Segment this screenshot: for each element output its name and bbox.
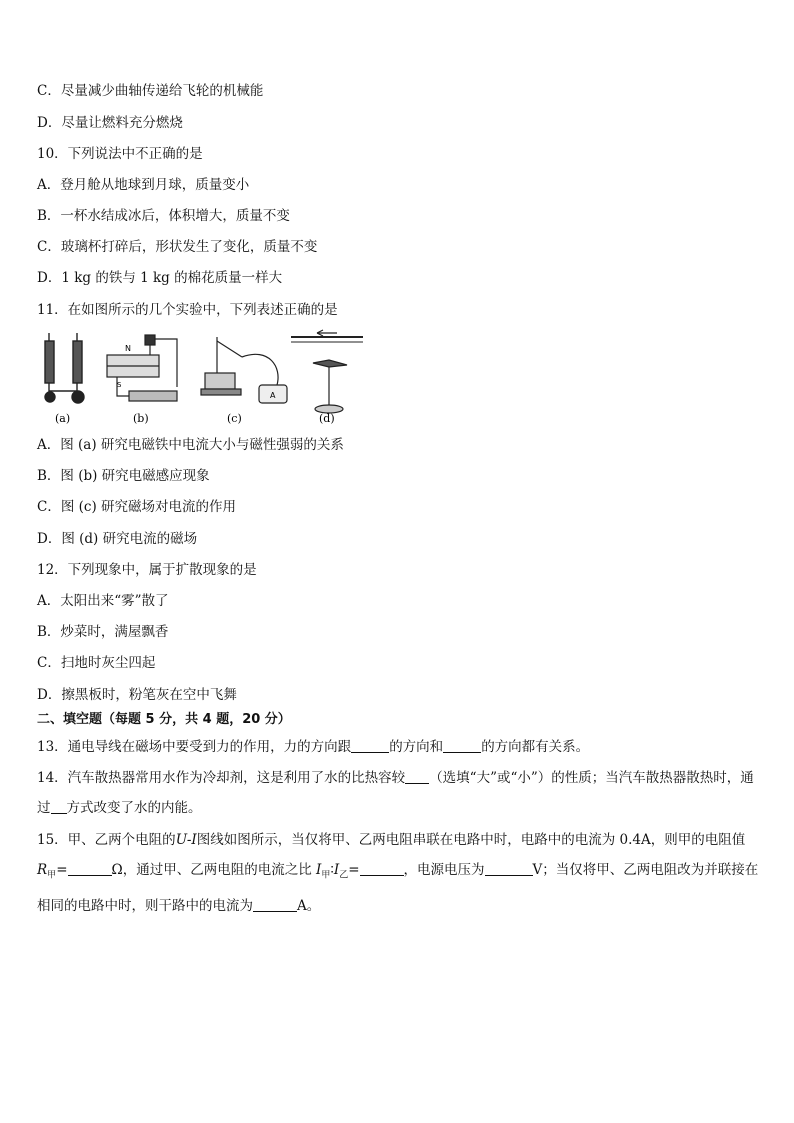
figure-b-induction <box>107 335 177 401</box>
figure-letter-n: N <box>125 344 131 353</box>
option-9d: D．尽量让燃料充分燃烧 <box>37 115 183 131</box>
q15-r-symbol: R <box>37 862 48 878</box>
q14-text-1: 14．汽车散热器常用水作为冷却剂，这是利用了水的比热容较 <box>37 770 406 786</box>
q15-ohm: Ω，通过甲、乙两电阻的电流之比 <box>111 862 312 878</box>
q13-text-3: 的方向都有关系。 <box>481 739 590 755</box>
figure-label-b: (b) <box>133 412 149 425</box>
section-heading: 二、填空题（每题 5 分，共 4 题，20 分） <box>37 712 291 727</box>
figure-a-electromagnets <box>45 333 84 403</box>
option-11b: B．图 (b) 研究电磁感应现象 <box>37 468 210 484</box>
q15-text-2: 图线如图所示，当仅将甲、乙两电阻串联在电路中时，电路中的电流为 0.4A，则甲的电阻值 <box>196 832 746 848</box>
q15-text-3: ，电源电压为 <box>403 862 485 878</box>
q13-blank-2[interactable] <box>443 738 481 753</box>
q14-blank-1[interactable] <box>405 769 429 784</box>
q13-text-1: 13．通电导线在磁场中要受到力的作用，力的方向跟 <box>37 739 352 755</box>
q13-blank-1[interactable] <box>351 738 389 753</box>
q15-i1-symbol: I <box>316 862 322 878</box>
q15-blank-r[interactable] <box>68 861 112 876</box>
option-12b: B．炒菜时，满屋飘香 <box>37 624 169 640</box>
option-12c: C．扫地时灰尘四起 <box>37 655 156 671</box>
option-12a: A．太阳出来“雾”散了 <box>37 593 169 609</box>
figure-letter-s: S <box>117 381 122 389</box>
q15-i2-sub: 乙 <box>339 870 349 881</box>
q14-text-3: 方式改变了水的内能。 <box>66 800 202 816</box>
question-15 <box>37 825 759 921</box>
q15-i1-sub: 甲 <box>321 870 331 881</box>
option-10c: C．玻璃杯打碎后，形状发生了变化，质量不变 <box>37 239 318 255</box>
question-12-stem: 12．下列现象中，属于扩散现象的是 <box>37 562 257 578</box>
q13-text-2: 的方向和 <box>389 739 444 755</box>
option-10d: D．1 kg 的铁与 1 kg 的棉花质量一样大 <box>37 270 283 286</box>
figure-label-c: (c) <box>227 412 242 425</box>
q14-text-2: （选填“大”或“小”）的性质；当汽车散热器散热时，通过 <box>37 770 754 816</box>
question-11-stem: 11．在如图所示的几个实验中，下列表述正确的是 <box>37 302 338 318</box>
q15-text-1: 15．甲、乙两个电阻的 <box>37 832 176 848</box>
q15-eq: = <box>56 862 68 878</box>
q15-eq2: = <box>348 862 360 878</box>
question-14 <box>37 763 759 823</box>
q15-ui: U-I <box>175 832 197 848</box>
option-9c: C．尽量减少曲轴传递给飞轮的机械能 <box>37 83 264 99</box>
q15-i2-symbol: I <box>333 862 340 878</box>
question-13 <box>37 738 589 756</box>
question-10-stem: 10．下列说法中不正确的是 <box>37 146 203 162</box>
figure-label-d: (d) <box>319 412 335 425</box>
figure-letter-a: A <box>270 391 276 400</box>
figure-label-a: (a) <box>55 412 71 425</box>
figure-d-oersted <box>291 330 363 413</box>
option-11c: C．图 (c) 研究磁场对电流的作用 <box>37 499 237 515</box>
q15-blank-current[interactable] <box>253 897 297 912</box>
option-11d: D．图 (d) 研究电流的磁场 <box>37 531 198 547</box>
q15-text-4: V；当仅将甲、乙两电阻改为并联接在相同的电路中时，则干路中的电流为 <box>37 862 759 914</box>
q15-blank-ratio[interactable] <box>360 861 404 876</box>
option-12d: D．擦黑板时，粉笔灰在空中飞舞 <box>37 687 237 703</box>
q15-colon: ∶ <box>330 862 334 878</box>
q15-r-sub: 甲 <box>47 870 57 881</box>
option-10a: A．登月舱从地球到月球，质量变小 <box>37 177 250 193</box>
q15-text-5: A。 <box>297 897 321 914</box>
q15-blank-voltage[interactable] <box>485 861 533 876</box>
option-10b: B．一杯水结成冰后，体积增大，质量不变 <box>37 208 290 224</box>
experiment-figure <box>37 327 367 427</box>
option-11a: A．图 (a) 研究电磁铁中电流大小与磁性强弱的关系 <box>37 437 344 453</box>
q14-blank-2[interactable] <box>51 799 67 814</box>
